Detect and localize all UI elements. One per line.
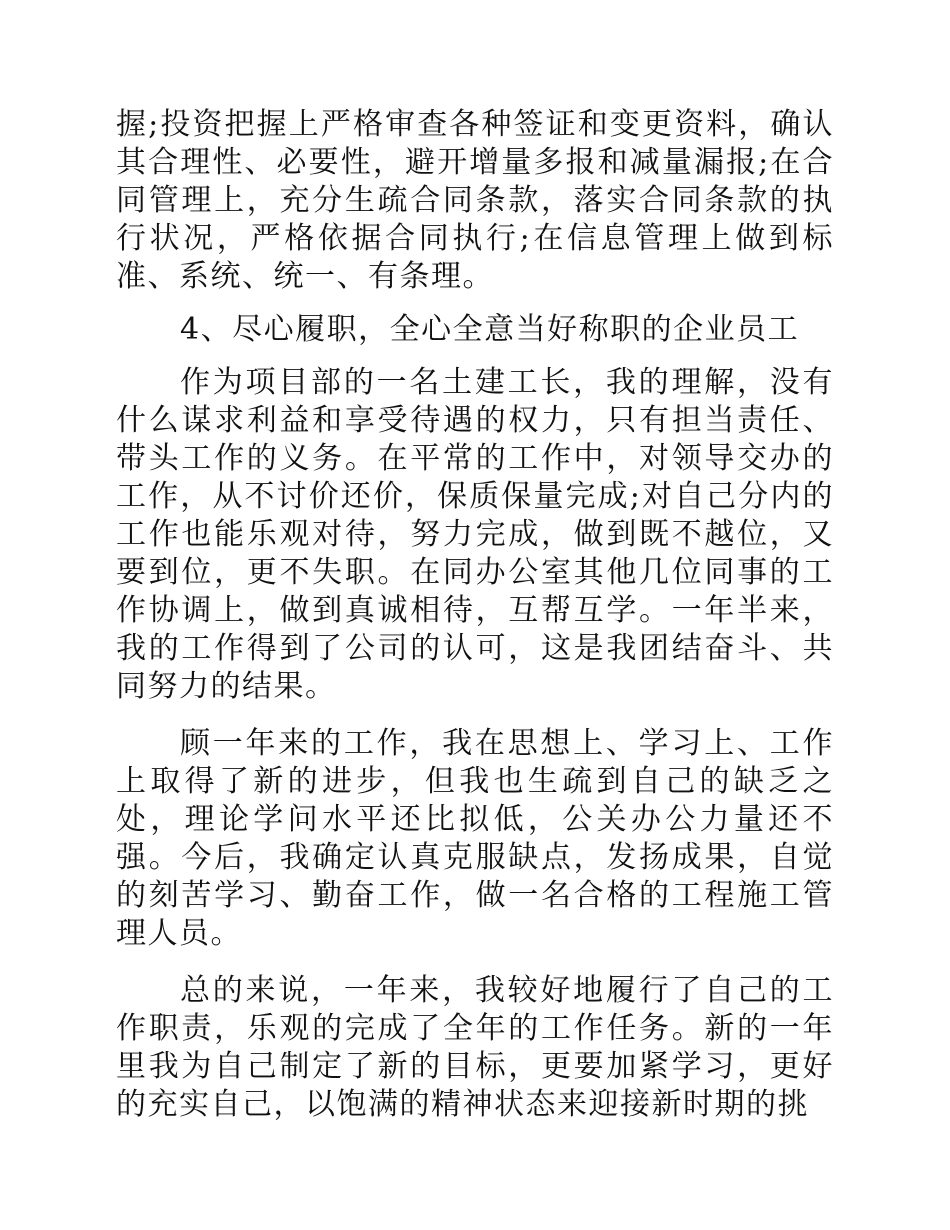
paragraph-summary: 总的来说，一年来，我较好地履行了自己的工作职责，乐观的完成了全年的工作任务。新的一年里我为自己制定了新的目标，更要加紧学习，更好的充实自己，以饱满的精神状态来迎接新时期的挑 <box>116 973 834 1122</box>
paragraph-duties: 作为项目部的一名土建工长，我的理解，没有什么谋求利益和享受待遇的权力，只有担当责任、带头工作的义务。在平常的工作中，对领导交办的工作，从不讨价还价，保质保量完成;对自己分内的工作也能乐观对待，努力完成，做到既不越位，又要到位，更不失职。在同办公室其他几位同事的工作协调上，做到真诚相待，互帮互学。一年半来，我的工作得到了公司的认可，这是我团结奋斗、共同努力的结果。 <box>116 365 834 704</box>
paragraph-review: 顾一年来的工作，我在思想上、学习上、工作上取得了新的进步，但我也生疏到自己的缺乏之处，理论学问水平还比拟低，公关办公力量还不强。今后，我确定认真克服缺点，发扬成果，自觉的刻苦学习、勤奋工作，做一名合格的工程施工管理人员。 <box>116 726 834 951</box>
document-page <box>116 106 834 1124</box>
paragraph-continuation: 握;投资把握上严格审查各种签证和变更资料，确认其合理性、必要性，避开增量多报和减量漏报;在合同管理上，充分生疏合同条款，落实合同条款的执行状况，严格依据合同执行;在信息管理上做到标准、系统、统一、有条理。 <box>116 107 834 294</box>
section-heading: 4、尽心履职，全心全意当好称职的企业员工 <box>180 312 800 347</box>
